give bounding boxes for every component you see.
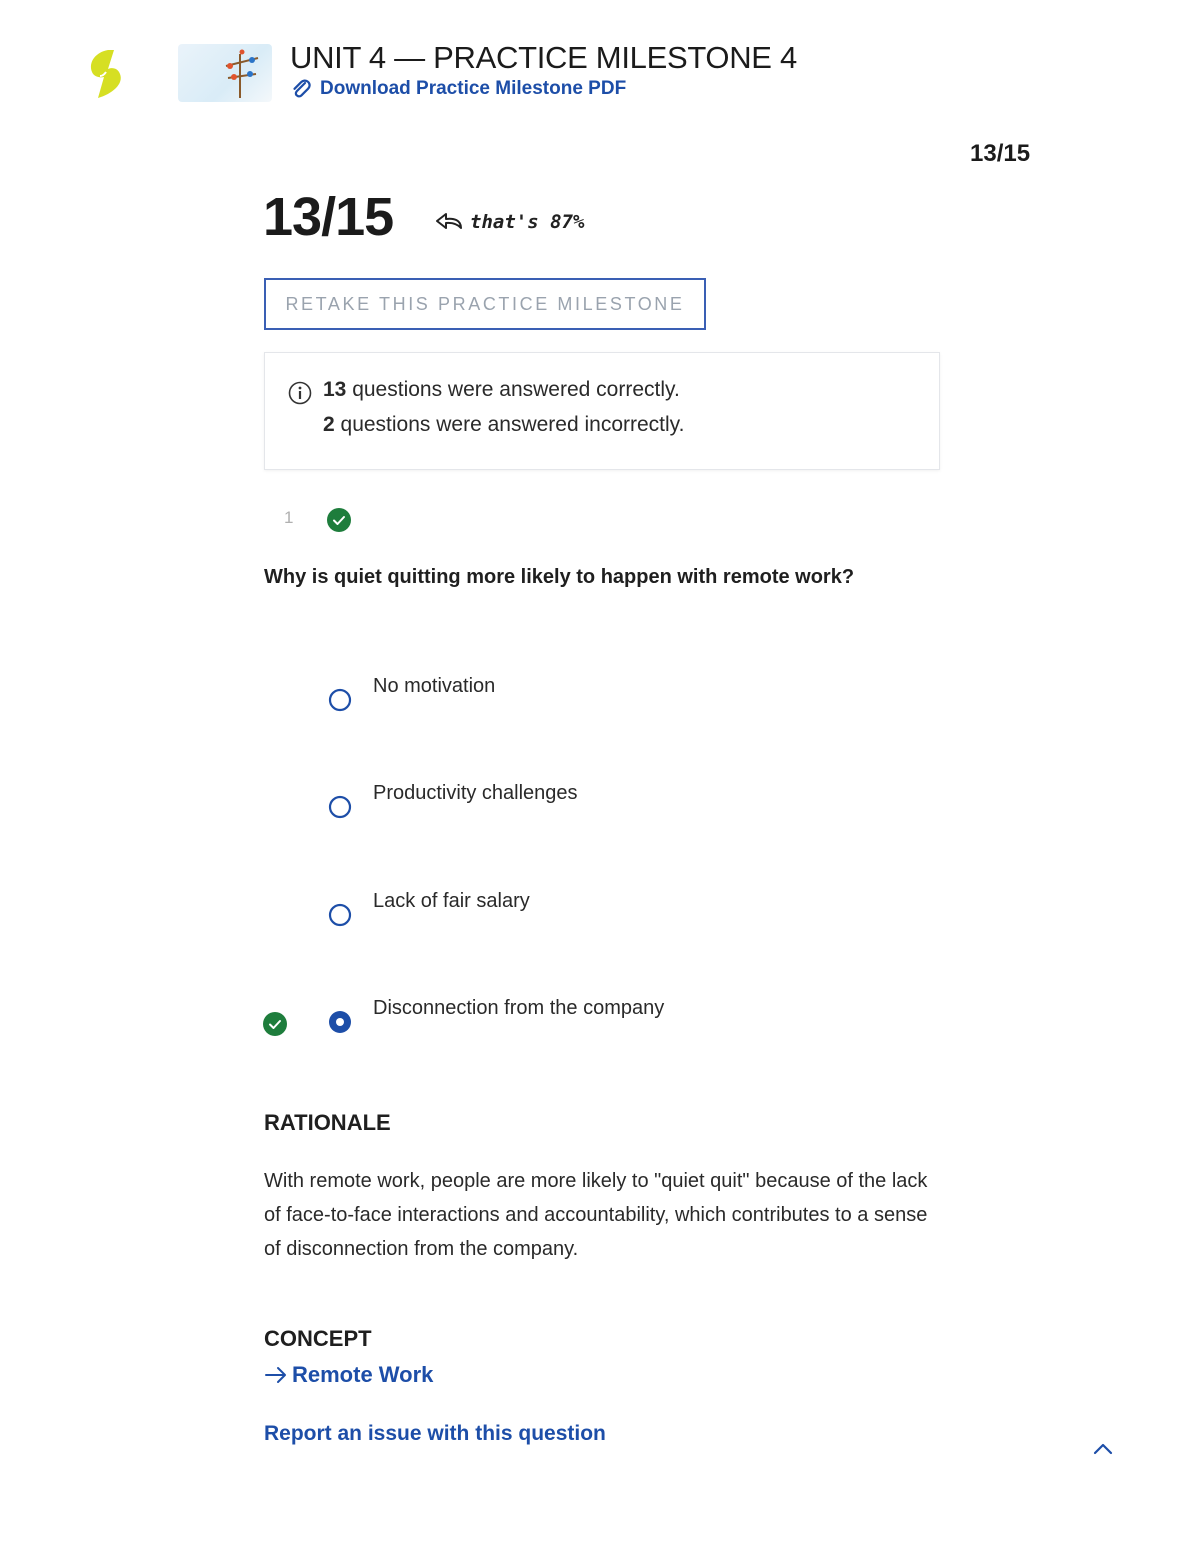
option-label-1: No motivation bbox=[373, 675, 496, 697]
option-radio-1[interactable] bbox=[328, 688, 352, 712]
correct-answer-check-icon bbox=[263, 1012, 287, 1036]
info-icon bbox=[288, 381, 312, 405]
correct-summary bbox=[323, 378, 680, 402]
course-thumbnail bbox=[178, 44, 272, 102]
retake-milestone-button[interactable]: RETAKE THIS PRACTICE MILESTONE bbox=[264, 278, 706, 330]
concept-heading: CONCEPT bbox=[264, 1326, 372, 1351]
sophia-logo-icon[interactable] bbox=[86, 48, 126, 100]
incorrect-text: questions were answered incorrectly. bbox=[334, 413, 685, 436]
option-label-3: Lack of fair salary bbox=[373, 890, 530, 912]
page-title: UNIT 4 — PRACTICE MILESTONE 4 bbox=[290, 40, 797, 75]
concept-link-label: Remote Work bbox=[292, 1362, 434, 1387]
download-pdf-label: Download Practice Milestone PDF bbox=[320, 78, 627, 99]
rationale-text: With remote work, people are more likely to "quiet quit" because of the lack of face-to-face interactions and accountability, which contributes to a sense of disconnection from the company. bbox=[264, 1170, 928, 1260]
correct-text: questions were answered correctly. bbox=[346, 378, 680, 401]
curved-arrow-icon bbox=[434, 210, 464, 234]
report-issue-link[interactable]: Report an issue with this question bbox=[264, 1422, 606, 1445]
option-radio-3[interactable] bbox=[328, 903, 352, 927]
rationale-heading: RATIONALE bbox=[264, 1110, 391, 1135]
concept-link[interactable] bbox=[264, 1362, 433, 1388]
incorrect-count: 2 bbox=[323, 413, 335, 436]
question-text: Why is quiet quitting more likely to happen with remote work? bbox=[264, 566, 855, 588]
chevron-up-icon[interactable] bbox=[1090, 1436, 1116, 1462]
option-label-4: Disconnection from the company bbox=[373, 997, 665, 1019]
illustration-icon bbox=[178, 44, 272, 102]
option-radio-2[interactable] bbox=[328, 795, 352, 819]
paperclip-icon bbox=[290, 78, 312, 100]
score-fraction: 13/15 bbox=[263, 187, 394, 247]
incorrect-summary bbox=[323, 413, 684, 437]
correct-count: 13 bbox=[323, 378, 347, 401]
percent-text: that's 87% bbox=[470, 211, 585, 233]
option-label-2: Productivity challenges bbox=[373, 782, 578, 804]
question-number: 1 bbox=[284, 508, 294, 527]
results-summary-box bbox=[264, 352, 940, 470]
percent-note bbox=[434, 210, 584, 234]
score-summary-top: 13/15 bbox=[970, 140, 1031, 167]
download-pdf-link[interactable] bbox=[290, 78, 626, 100]
correct-check-icon bbox=[327, 508, 351, 532]
option-radio-4-selected[interactable] bbox=[328, 1010, 352, 1034]
arrow-right-icon bbox=[264, 1366, 288, 1384]
